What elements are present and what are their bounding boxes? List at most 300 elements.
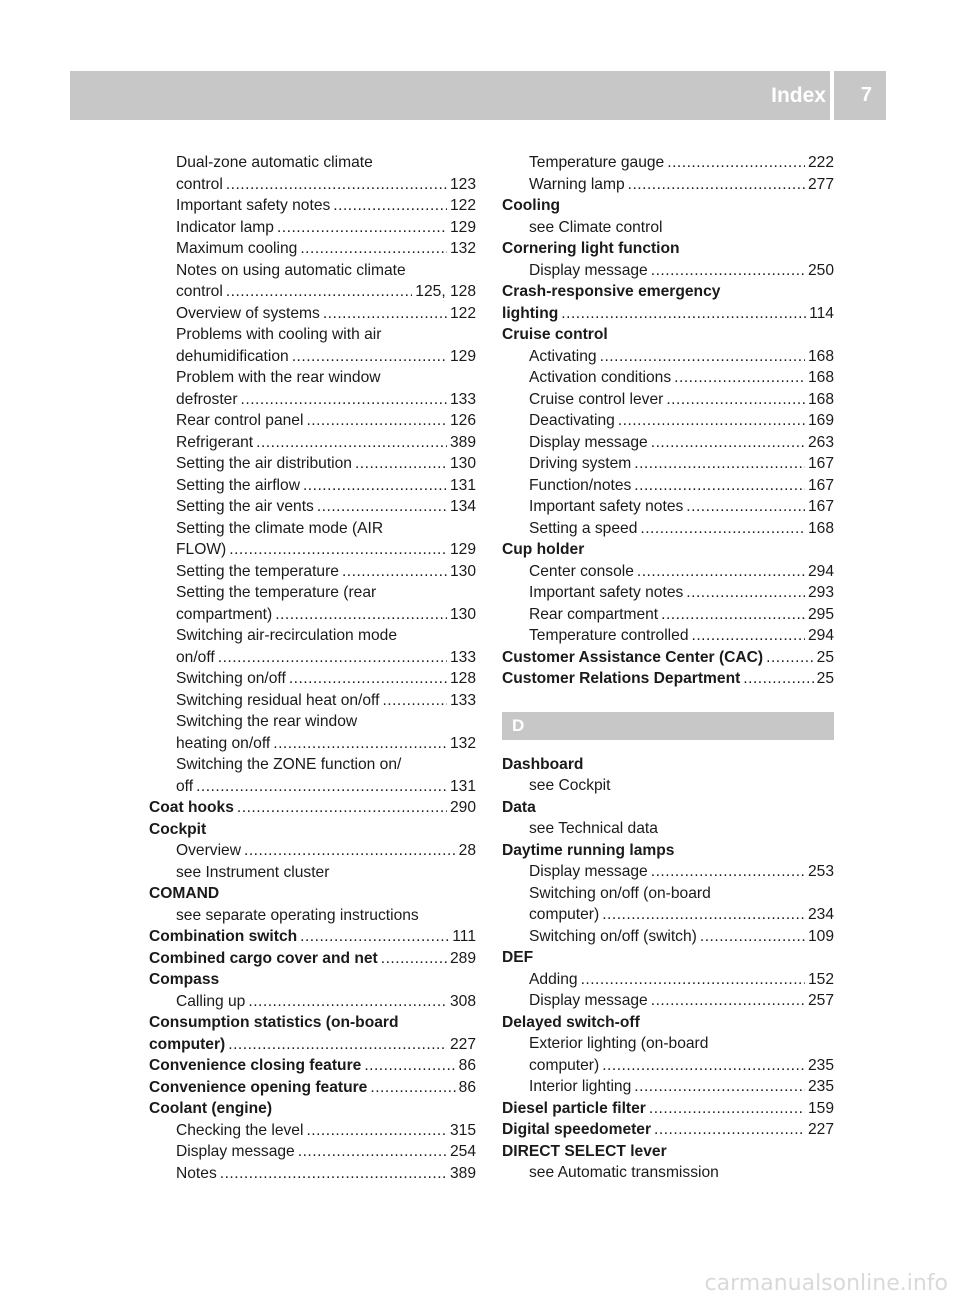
entry-text: Setting a speed <box>529 519 638 537</box>
entry-text: Overview of systems <box>176 304 320 322</box>
index-subentry <box>149 346 476 368</box>
page-reference[interactable]: 294 <box>807 627 834 644</box>
page-reference[interactable]: 234 <box>807 906 834 923</box>
entry-text: Coat hooks <box>149 799 234 816</box>
index-entry <box>502 539 834 561</box>
index-subentry <box>149 1141 476 1163</box>
entry-text: DIRECT SELECT lever <box>502 1142 667 1160</box>
entry-text: see Automatic transmission <box>529 1164 719 1181</box>
entry-text: Customer Relations Department <box>502 670 741 687</box>
index-column-left <box>149 152 476 1184</box>
index-subentry <box>149 862 476 884</box>
index-subentry <box>502 453 834 475</box>
entry-text: FLOW) <box>176 541 227 558</box>
entry-text: Combined cargo cover and net <box>149 949 378 967</box>
entry-text: Data <box>502 798 536 816</box>
watermark: carmanualsonline.info <box>704 1271 948 1296</box>
entry-text: Deactivating <box>529 412 615 429</box>
entry-text: Rear control panel <box>176 412 304 429</box>
entry-text: compartment) <box>176 605 273 623</box>
page-reference[interactable]: 168 <box>807 369 834 386</box>
index-subentry <box>502 346 834 368</box>
index-column-right <box>502 152 834 1184</box>
page-reference[interactable]: 168 <box>807 519 834 537</box>
page-reference[interactable]: 167 <box>807 455 834 472</box>
page-reference[interactable]: 133 <box>449 390 476 408</box>
page-reference[interactable]: 290 <box>449 799 476 816</box>
entry-text: control <box>176 175 223 193</box>
dot-leader <box>289 668 447 690</box>
index-subentry <box>502 775 834 797</box>
entry-text: Customer Assistance Center (CAC) <box>502 648 764 666</box>
dot-leader <box>292 346 447 368</box>
entry-text: Combination switch <box>149 928 298 945</box>
index-subentry <box>502 152 834 174</box>
dot-leader <box>237 797 447 819</box>
dot-leader <box>248 991 447 1013</box>
dot-leader <box>561 303 806 325</box>
entry-text: Important safety notes <box>176 197 331 214</box>
entry-text: COMAND <box>149 885 220 902</box>
index-subentry <box>502 861 834 883</box>
entry-text: Setting the temperature <box>176 562 339 580</box>
entry-text: Interior lighting <box>529 1078 632 1095</box>
page-reference[interactable]: 253 <box>807 863 834 880</box>
index-entry <box>502 1119 834 1141</box>
entry-text: Important safety notes <box>529 584 684 601</box>
page-reference[interactable]: 130 <box>449 605 476 623</box>
index-subentry <box>149 1163 476 1185</box>
index-subentry <box>502 367 834 389</box>
index-subentry <box>502 1055 834 1077</box>
dot-leader <box>600 346 805 368</box>
index-subentry <box>502 496 834 518</box>
index-subentry <box>149 496 476 518</box>
index-entry <box>502 840 834 862</box>
dot-leader <box>229 539 447 561</box>
page-reference[interactable]: 130 <box>449 455 476 472</box>
entry-text: dehumidification <box>176 347 289 365</box>
entry-text: Display message <box>529 433 648 451</box>
entry-text: Digital speedometer <box>502 1121 652 1138</box>
entry-text: Refrigerant <box>176 433 254 451</box>
entry-text: heating on/off <box>176 734 271 752</box>
page-reference[interactable]: 222 <box>807 154 834 171</box>
dot-leader <box>226 174 447 196</box>
dot-leader <box>298 1141 447 1163</box>
dot-leader <box>196 776 447 798</box>
page-reference[interactable]: 159 <box>807 1099 834 1117</box>
entry-text: Switching on/off (switch) <box>529 927 697 945</box>
entry-text: see Instrument cluster <box>176 863 330 881</box>
entry-text: Temperature controlled <box>529 627 689 644</box>
entry-text: Temperature gauge <box>529 154 665 171</box>
entry-text: Crash-responsive emergency <box>502 283 721 300</box>
index-subentry <box>149 260 476 282</box>
page-reference[interactable]: 125, 128 <box>415 283 476 300</box>
index-entry <box>149 819 476 841</box>
dot-leader <box>686 582 805 604</box>
index-subentry <box>149 475 476 497</box>
page-reference[interactable]: 111 <box>452 928 476 945</box>
dot-leader <box>654 1119 805 1141</box>
entry-text: Calling up <box>176 992 246 1010</box>
entry-text: Cockpit <box>149 820 207 838</box>
dot-leader <box>303 475 447 497</box>
index-entry <box>502 324 834 346</box>
index-subentry <box>502 518 834 540</box>
index-entry <box>149 948 476 970</box>
index-subentry <box>149 324 476 346</box>
index-subentry <box>149 625 476 647</box>
page-reference[interactable]: 227 <box>807 1121 834 1138</box>
index-subentry <box>149 152 476 174</box>
entry-text: Center console <box>529 562 634 580</box>
dot-leader <box>275 604 447 626</box>
entry-text: DEF <box>502 949 534 966</box>
entry-text: lighting <box>502 304 559 322</box>
dot-leader <box>602 904 805 926</box>
entry-text: Convenience closing feature <box>149 1057 362 1074</box>
dot-leader <box>241 389 447 411</box>
index-subentry <box>502 475 834 497</box>
page-reference[interactable]: 130 <box>449 562 476 580</box>
index-entry <box>149 883 476 905</box>
index-subentry <box>149 367 476 389</box>
index-subentry <box>149 754 476 776</box>
entry-text: Switching air-recirculation mode <box>176 627 398 644</box>
entry-text: Switching residual heat on/off <box>176 691 380 709</box>
index-entry <box>149 1034 476 1056</box>
page-reference[interactable]: 109 <box>807 927 834 945</box>
header-divider <box>830 71 834 120</box>
index-subentry <box>149 905 476 927</box>
index-subentry <box>502 410 834 432</box>
index-subentry <box>502 389 834 411</box>
page-reference[interactable]: 129 <box>449 218 476 236</box>
page-reference[interactable]: 152 <box>807 970 834 988</box>
page-reference[interactable]: 129 <box>449 347 476 365</box>
page-reference[interactable]: 25 <box>816 648 834 666</box>
index-subentry <box>149 539 476 561</box>
entry-text: Cooling <box>502 197 561 214</box>
page-reference[interactable]: 293 <box>807 584 834 601</box>
dot-leader <box>667 152 805 174</box>
section-title: Index <box>771 84 826 107</box>
page-reference[interactable]: 28 <box>458 842 476 859</box>
index-entry <box>502 947 834 969</box>
page-reference[interactable]: 134 <box>449 498 476 515</box>
index-entry <box>502 668 834 690</box>
dot-leader <box>581 969 805 991</box>
entry-text: Dual-zone automatic climate <box>176 154 373 171</box>
index-subentry <box>149 195 476 217</box>
entry-text: Display message <box>529 863 648 880</box>
page-reference[interactable]: 250 <box>807 261 834 279</box>
index-subentry <box>149 410 476 432</box>
entry-text: Problem with the rear window <box>176 369 381 386</box>
entry-text: Cup holder <box>502 541 585 558</box>
page-reference[interactable]: 308 <box>449 992 476 1010</box>
entry-text: off <box>176 777 194 795</box>
dot-leader <box>628 174 805 196</box>
entry-text: on/off <box>176 648 215 666</box>
page-reference[interactable]: 132 <box>449 240 476 257</box>
entry-text: Dashboard <box>502 755 584 773</box>
dot-leader <box>651 432 805 454</box>
dot-leader <box>743 668 813 690</box>
index-subentry <box>149 668 476 690</box>
page-reference[interactable]: 235 <box>807 1078 834 1095</box>
page-reference[interactable]: 129 <box>449 541 476 558</box>
index-subentry <box>149 303 476 325</box>
entry-text: Indicator lamp <box>176 218 274 236</box>
dot-leader <box>634 1076 805 1098</box>
entry-text: Setting the air distribution <box>176 455 352 472</box>
entry-text: Delayed switch-off <box>502 1013 640 1031</box>
page-reference[interactable]: 289 <box>449 949 476 967</box>
entry-text: see Climate control <box>529 218 663 236</box>
index-subentry <box>149 582 476 604</box>
dot-leader <box>666 389 805 411</box>
dot-leader <box>333 195 447 217</box>
dot-leader <box>273 733 447 755</box>
index-entry <box>149 1077 476 1099</box>
index-subentry <box>502 818 834 840</box>
dot-leader <box>218 647 447 669</box>
page-reference[interactable]: 294 <box>807 562 834 580</box>
dot-leader <box>634 453 805 475</box>
dot-leader <box>651 861 805 883</box>
entry-text: Diesel particle filter <box>502 1099 646 1117</box>
dot-leader <box>640 518 805 540</box>
dot-leader <box>228 1034 447 1056</box>
dot-leader <box>651 990 805 1012</box>
dot-leader <box>220 1163 447 1185</box>
page-reference[interactable]: 131 <box>449 476 476 494</box>
dot-leader <box>342 561 447 583</box>
index-subentry <box>149 238 476 260</box>
entry-text: Overview <box>176 842 241 859</box>
dot-leader <box>602 1055 805 1077</box>
entry-text: Display message <box>176 1143 295 1160</box>
page-reference[interactable]: 235 <box>807 1056 834 1074</box>
page-reference[interactable]: 86 <box>458 1057 476 1074</box>
entry-text: Switching the ZONE function on/ <box>176 756 402 773</box>
entry-text: Setting the temperature (rear <box>176 584 377 601</box>
page-reference[interactable]: 254 <box>449 1143 476 1160</box>
entry-text: Important safety notes <box>529 498 684 515</box>
index-entry <box>502 797 834 819</box>
entry-text: Exterior lighting (on-board <box>529 1035 709 1052</box>
page-reference[interactable]: 227 <box>449 1035 476 1053</box>
page-reference[interactable]: 257 <box>807 992 834 1009</box>
dot-leader <box>661 604 805 626</box>
dot-leader <box>674 367 805 389</box>
page-reference[interactable]: 131 <box>449 777 476 795</box>
entry-text: Convenience opening feature <box>149 1078 368 1096</box>
index-subentry <box>502 1076 834 1098</box>
index-subentry <box>149 840 476 862</box>
index-subentry <box>149 453 476 475</box>
index-entry <box>502 647 834 669</box>
dot-leader <box>686 496 805 518</box>
index-entry <box>502 1012 834 1034</box>
page-reference[interactable]: 122 <box>449 197 476 214</box>
page-reference[interactable]: 167 <box>807 498 834 515</box>
index-subentry <box>149 991 476 1013</box>
entry-text: Consumption statistics (on-board <box>149 1014 399 1031</box>
entry-text: Adding <box>529 970 578 988</box>
index-subentry <box>149 518 476 540</box>
page-reference[interactable]: 263 <box>807 433 834 451</box>
index-entry <box>502 238 834 260</box>
dot-leader <box>300 238 447 260</box>
index-subentry <box>149 604 476 626</box>
page-reference[interactable]: 168 <box>807 390 834 408</box>
entry-text: Cruise control <box>502 326 608 343</box>
index-subentry <box>502 432 834 454</box>
entry-text: Notes on using automatic climate <box>176 261 406 279</box>
entry-text: Setting the air vents <box>176 498 314 515</box>
index-subentry <box>502 1162 834 1184</box>
index-subentry <box>149 647 476 669</box>
index-subentry <box>149 690 476 712</box>
index-subentry <box>502 217 834 239</box>
dot-leader <box>692 625 805 647</box>
page-reference[interactable]: 25 <box>816 670 834 687</box>
index-subentry <box>149 733 476 755</box>
page-reference[interactable]: 315 <box>449 1121 476 1139</box>
entry-text: Function/notes <box>529 476 632 494</box>
dot-leader <box>381 948 447 970</box>
index-subentry <box>149 432 476 454</box>
dot-leader <box>226 281 412 303</box>
index-entry <box>502 1141 834 1163</box>
page-reference[interactable]: 126 <box>449 412 476 429</box>
index-subentry <box>502 926 834 948</box>
index-subentry <box>149 711 476 733</box>
page-reference[interactable]: 133 <box>449 691 476 709</box>
index-subentry <box>149 389 476 411</box>
dot-leader <box>306 1120 447 1142</box>
index-subentry <box>502 582 834 604</box>
entry-text: Switching the rear window <box>176 713 358 730</box>
page-reference[interactable]: 389 <box>449 1164 476 1182</box>
index-subentry <box>502 604 834 626</box>
page-reference[interactable]: 169 <box>807 412 834 429</box>
entry-text: Driving system <box>529 455 632 472</box>
entry-text: Switching on/off (on-board <box>529 884 711 902</box>
page-reference[interactable]: 128 <box>449 670 476 687</box>
dot-leader <box>323 303 447 325</box>
page-reference[interactable]: 123 <box>449 175 476 193</box>
index-subentry <box>502 174 834 196</box>
letter-heading: D <box>502 712 834 740</box>
entry-text: control <box>176 283 223 300</box>
index-entry <box>502 195 834 217</box>
page-reference[interactable]: 132 <box>449 734 476 752</box>
index-subentry <box>149 217 476 239</box>
index-subentry <box>149 281 476 303</box>
dot-leader <box>634 475 805 497</box>
dot-leader <box>364 1055 455 1077</box>
page-reference[interactable]: 167 <box>807 476 834 494</box>
page-reference[interactable]: 122 <box>449 304 476 322</box>
index-entry <box>502 754 834 776</box>
index-entry <box>149 926 476 948</box>
entry-text: computer) <box>529 1056 600 1074</box>
index-subentry <box>502 883 834 905</box>
dot-leader <box>700 926 805 948</box>
index-entry <box>502 1098 834 1120</box>
index-entry <box>502 281 834 303</box>
dot-leader <box>317 496 447 518</box>
dot-leader <box>651 260 805 282</box>
dot-leader <box>244 840 456 862</box>
index-entry <box>149 797 476 819</box>
dot-leader <box>382 690 447 712</box>
page-reference[interactable]: 389 <box>449 433 476 451</box>
entry-text: Cornering light function <box>502 240 680 257</box>
index-subentry <box>502 990 834 1012</box>
page-reference[interactable]: 277 <box>807 175 834 193</box>
dot-leader <box>618 410 805 432</box>
entry-text: Daytime running lamps <box>502 841 675 859</box>
index-subentry <box>149 1120 476 1142</box>
entry-text: Activating <box>529 347 597 365</box>
entry-text: Warning lamp <box>529 175 625 193</box>
entry-text: Display message <box>529 992 648 1009</box>
index-subentry <box>149 776 476 798</box>
page-number: 7 <box>860 84 872 106</box>
entry-text: computer) <box>149 1035 226 1053</box>
index-entry <box>149 1012 476 1034</box>
dot-leader <box>300 926 449 948</box>
dot-leader <box>637 561 805 583</box>
dot-leader <box>370 1077 455 1099</box>
entry-text: Setting the airflow <box>176 476 300 494</box>
index-entry <box>149 1055 476 1077</box>
entry-text: Cruise control lever <box>529 390 664 408</box>
index-subentry <box>502 260 834 282</box>
index-subentry <box>502 561 834 583</box>
page-reference[interactable]: 168 <box>807 347 834 365</box>
index-subentry <box>149 561 476 583</box>
entry-text: Rear compartment <box>529 605 659 623</box>
entry-text: see Cockpit <box>529 777 611 794</box>
index-subentry <box>149 174 476 196</box>
entry-text: Switching on/off <box>176 670 286 687</box>
entry-text: Compass <box>149 971 220 988</box>
page-reference[interactable]: 86 <box>458 1078 476 1096</box>
index-entry <box>149 1098 476 1120</box>
header-bar <box>70 71 886 120</box>
entry-text: Problems with cooling with air <box>176 326 382 343</box>
page-reference[interactable]: 114 <box>809 304 834 322</box>
index-subentry <box>502 904 834 926</box>
entry-text: Maximum cooling <box>176 240 298 257</box>
index-subentry <box>502 1033 834 1055</box>
dot-leader <box>277 217 447 239</box>
entry-text: Coolant (engine) <box>149 1100 273 1117</box>
page-reference[interactable]: 133 <box>449 648 476 666</box>
dot-leader <box>306 410 447 432</box>
page-reference[interactable]: 295 <box>807 605 834 623</box>
dot-leader <box>766 647 814 669</box>
entry-text: Display message <box>529 261 648 279</box>
entry-text: see separate operating instructions <box>176 906 419 924</box>
